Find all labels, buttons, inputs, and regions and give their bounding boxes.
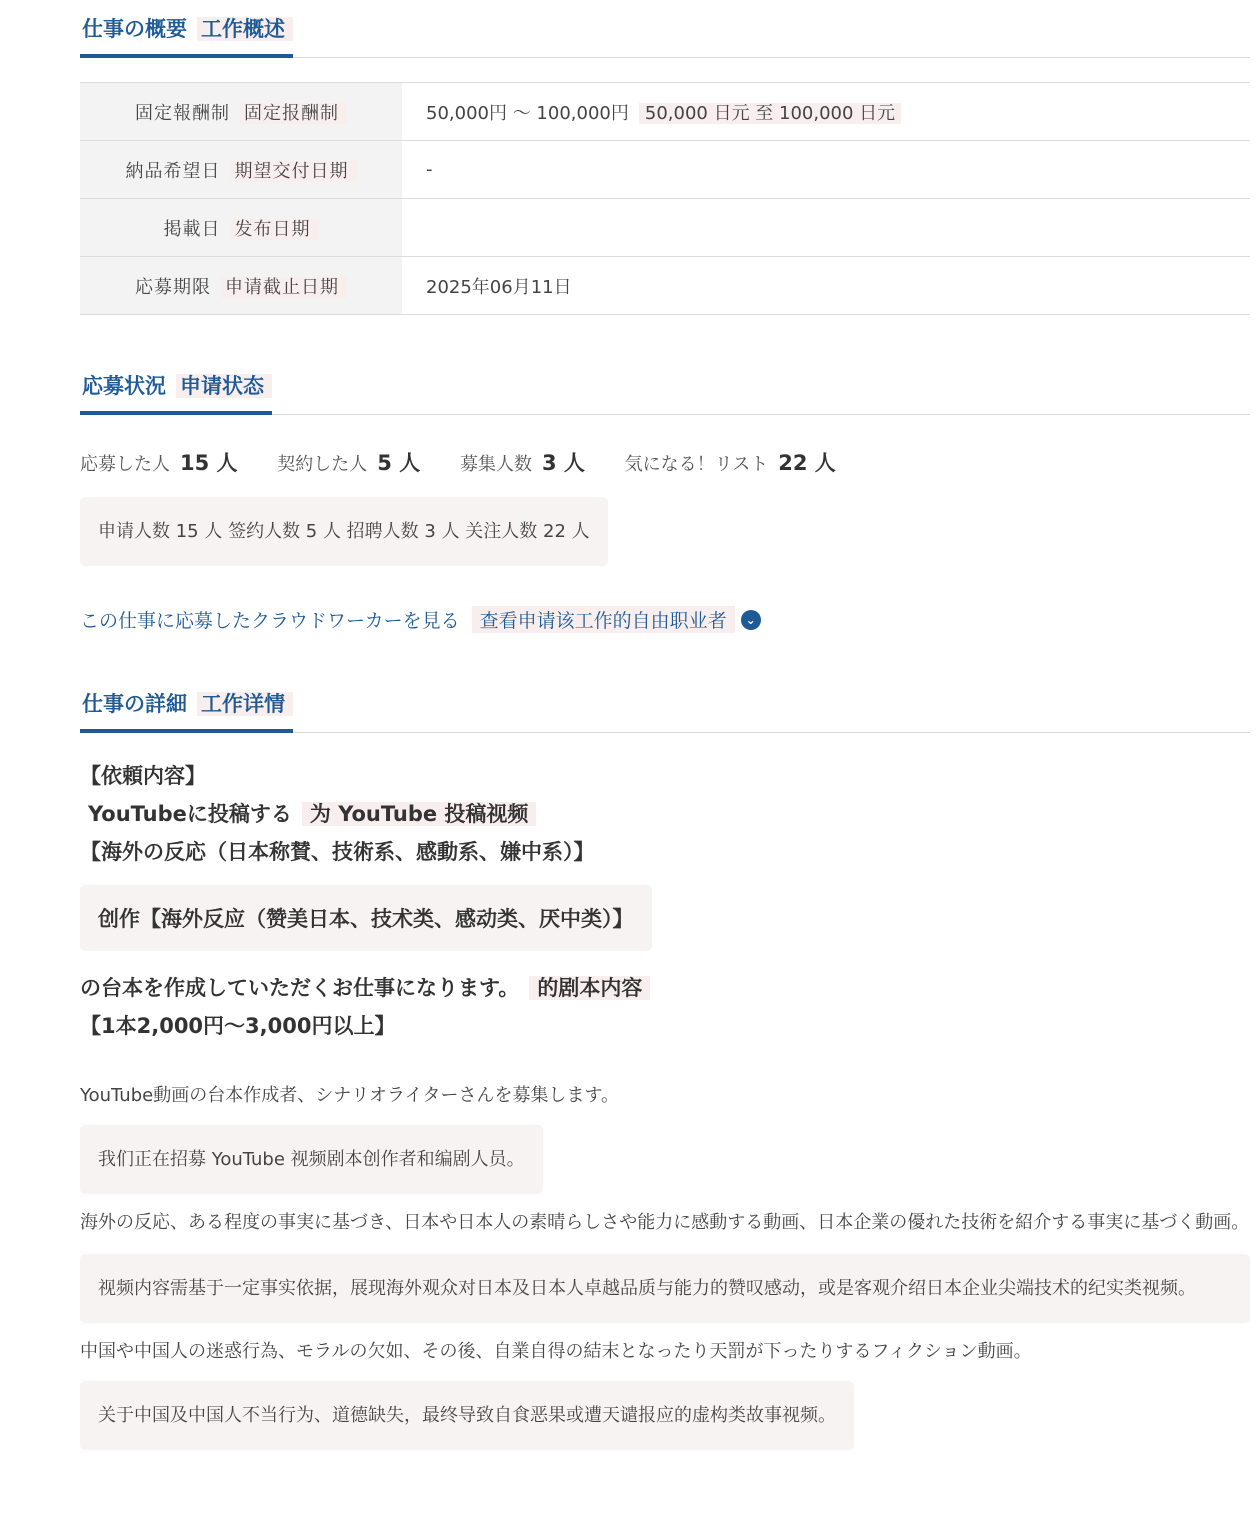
row-value: 2025年06月11日 xyxy=(402,257,1250,315)
paragraph-translation: 我们正在招募 YouTube 视频剧本创作者和编剧人员。 xyxy=(80,1125,543,1194)
view-applicants-link[interactable]: この仕事に応募したクラウドワーカーを見る 查看申请该工作的自由职业者 ⌄ xyxy=(80,606,1250,633)
row-value: 50,000円 〜 100,000円 50,000 日元 至 100,000 日元 xyxy=(402,83,1250,141)
row-label: 納品希望日 期望交付日期 xyxy=(80,141,402,199)
table-row xyxy=(80,199,1250,257)
job-page xyxy=(80,0,1250,1450)
paragraph-translation: 关于中国及中国人不当行为、道德缺失，最终导致自食恶果或遭天谴报应的虚构类故事视频。 xyxy=(80,1381,854,1450)
status-header xyxy=(80,357,1250,415)
row-label: 掲載日 发布日期 xyxy=(80,199,402,257)
overview-title-translation: 工作概述 xyxy=(197,17,293,41)
stats-translation: 申请人数 15 人 签约人数 5 人 招聘人数 3 人 关注人数 22 人 xyxy=(80,497,608,566)
stat-watchlist: 気になる！リスト 22 人 xyxy=(624,451,836,475)
request-description: の台本を作成していただくお仕事になります。 的剧本内容 xyxy=(80,969,1250,1007)
view-applicants-link-translation[interactable]: 查看申请该工作的自由职业者 xyxy=(472,606,735,633)
row-label: 応募期限 申请截止日期 xyxy=(80,257,402,315)
details-header xyxy=(80,675,1250,733)
request-price: 【1本2,000円〜3,000円以上】 xyxy=(80,1014,396,1038)
row-value: - xyxy=(402,141,1250,199)
request-heading: 【依頼内容】 xyxy=(80,764,206,788)
table-row xyxy=(80,141,1250,199)
paragraph: YouTube動画の台本作成者、シナリオライターさんを募集します。 xyxy=(80,1085,620,1106)
paragraph-translation: 视频内容需基于一定事实依据，展现海外观众对日本及日本人卓越品质与能力的赞叹感动，或是客观介绍日本企业尖端技术的纪实类视频。 xyxy=(80,1254,1250,1323)
application-stats xyxy=(80,447,1250,477)
table-row xyxy=(80,257,1250,315)
status-title-translation: 申请状态 xyxy=(176,374,272,398)
request-genres-translation: 创作【海外反应（赞美日本、技术类、感动类、厌中类）】 xyxy=(80,885,652,951)
request-genres: 【海外の反応（日本称賛、技術系、感動系、嫌中系）】 xyxy=(80,840,595,864)
overview-header xyxy=(80,0,1250,58)
details-title-translation: 工作详情 xyxy=(197,692,293,716)
paragraph: 中国や中国人の迷惑行為、モラルの欠如、その後、自業自得の結末となったり天罰が下ったりするフィクション動画。 xyxy=(80,1341,1032,1362)
row-label: 固定報酬制 固定报酬制 xyxy=(80,83,402,141)
details-title: 仕事の詳細 工作详情 xyxy=(80,679,293,733)
details-body xyxy=(80,757,1250,1450)
stat-applied: 応募した人 15 人 xyxy=(80,451,238,475)
overview-title: 仕事の概要 工作概述 xyxy=(80,4,293,58)
paragraph: 海外の反応、ある程度の事実に基づき、日本や日本人の素晴らしさや能力に感動する動画、日本企業の優れた技術を紹介する事実に基づく動画。 xyxy=(80,1212,1250,1233)
status-title: 応募状況 申请状态 xyxy=(80,361,272,415)
overview-table xyxy=(80,82,1250,315)
stat-contracted: 契約した人 5 人 xyxy=(277,451,421,475)
chevron-down-circle-icon[interactable]: ⌄ xyxy=(741,610,761,630)
request-line: YouTubeに投稿する 为 YouTube 投稿视频 xyxy=(80,795,1250,833)
stat-recruiting: 募集人数 3 人 xyxy=(459,451,585,475)
table-row xyxy=(80,83,1250,141)
row-value xyxy=(402,199,1250,257)
